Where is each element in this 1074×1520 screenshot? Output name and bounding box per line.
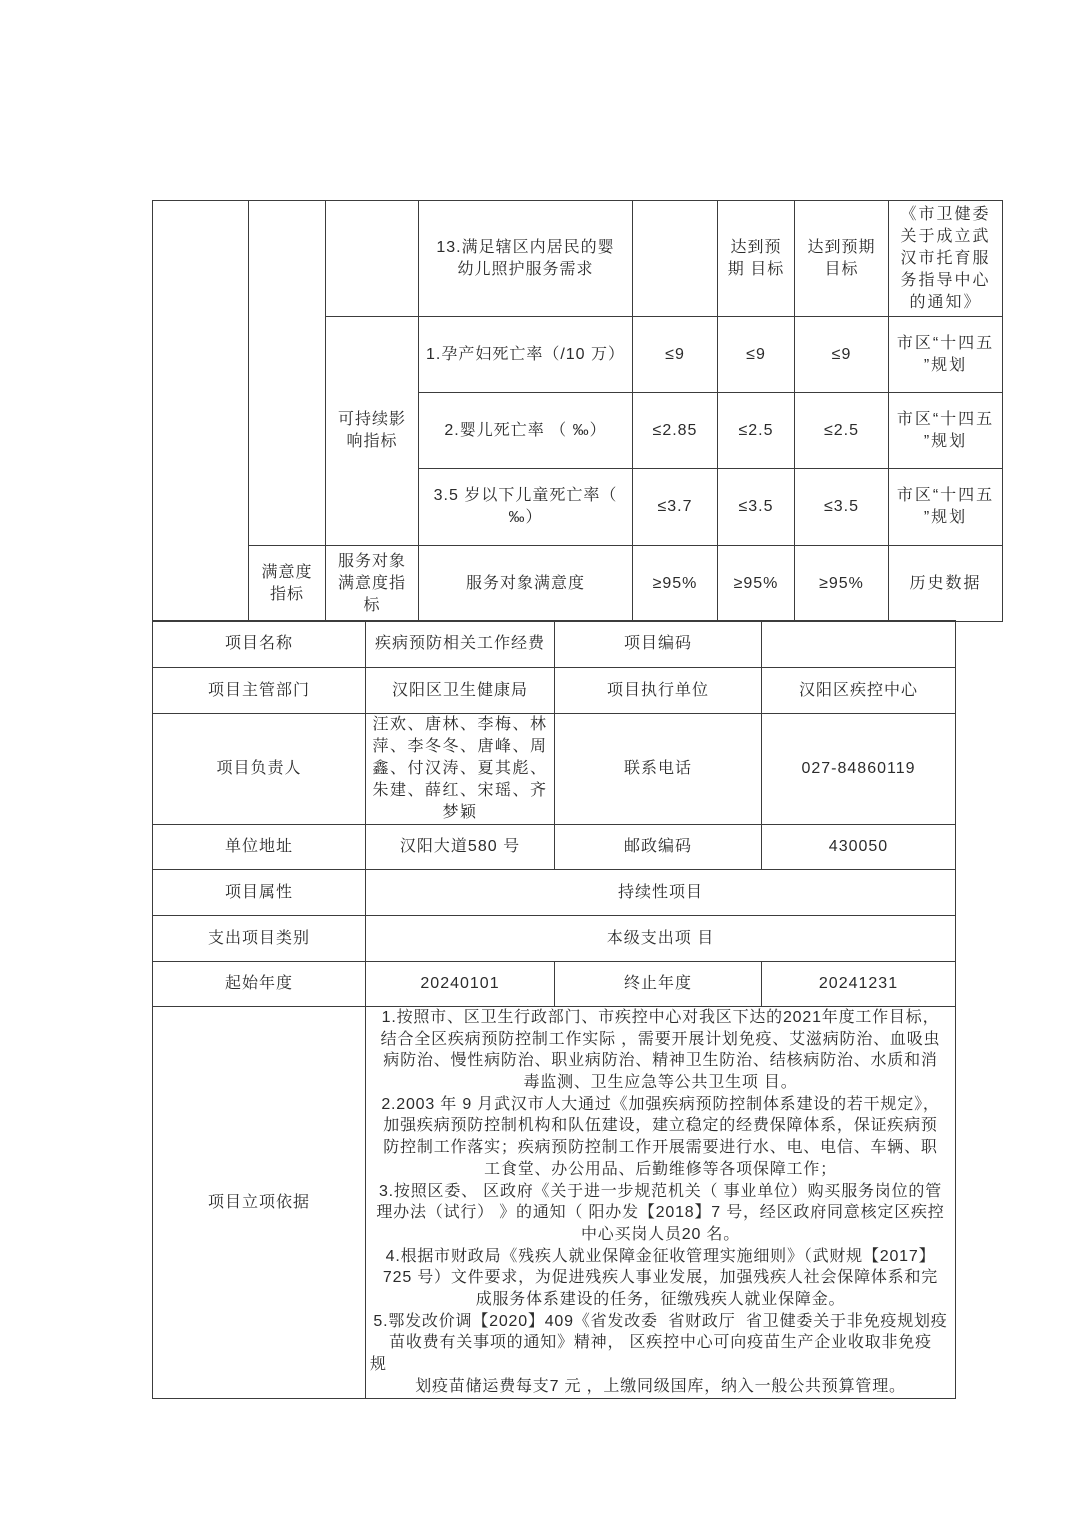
indicator-value-a: ≤2.85 [633,393,718,469]
table-row [153,962,956,1007]
indicator-name: 2.婴儿死亡率 （ ‰） [419,393,633,469]
start-year-value: 20240101 [366,962,555,1007]
level2-indicator-cell [249,201,326,546]
indicator-name: 服务对象满意度 [419,546,633,622]
table-row [153,916,956,962]
basis-line: 5.鄂发改价调【2020】409《省发改委 省财政厅 省卫健委关于非免疫规划疫 [373,1312,948,1330]
end-year-value: 20241231 [762,962,956,1007]
indicator-basis: 市区“十四五”规划 [889,469,1003,546]
project-code-label: 项目编码 [555,621,762,668]
performance-indicator-table [152,200,1003,622]
table-row [153,714,956,825]
basis-line: 2.2003 年 9 月武汉市人大通过《加强疾病预防控制体系建设的若干规定》， [381,1095,940,1113]
basis-line: 1.按照市、区卫生行政部门、市疾控中心对我区下达的2021年度工作目标， [381,1009,940,1026]
indicator-value-b: ≤2.5 [718,393,795,469]
indicator-value-c: 达到预期目标 [795,201,889,317]
indicator-value-c: ≤9 [795,317,889,393]
indicator-value-a: ≤9 [633,317,718,393]
executor-label: 项目执行单位 [555,668,762,714]
indicator-basis: 《市卫健委关于成立武汉市托育服务指导中心的通知》 [889,201,1003,317]
indicator-name: 1.孕产妇死亡率（/10 万） [419,317,633,393]
basis-line: 病防治、慢性病防治、职业病防治、精神卫生防治、结核病防治、水质和消 [383,1052,938,1070]
project-name-label: 项目名称 [153,621,366,668]
basis-line: 毒监测、卫生应急等公共卫生项 目。 [523,1074,798,1092]
table-row [153,621,956,668]
indicator-row [153,201,1003,317]
table-row [153,1007,956,1399]
project-code-value [762,621,956,668]
indicator-value-b: ≤9 [718,317,795,393]
indicator-basis: 市区“十四五”规划 [889,317,1003,393]
indicator-value-c: ≤3.5 [795,469,889,546]
category-label: 支出项目类别 [153,916,366,962]
postcode-value: 430050 [762,825,956,870]
indicator-value-b: ≤3.5 [718,469,795,546]
basis-line: 划疫苗储运费每支7 元 ，上缴同级国库，纳入一般公共预算管理。 [415,1377,906,1395]
basis-line: 结合全区疾病预防控制工作实际 ，需要开展计划免疫、艾滋病防治、血吸虫 [380,1030,941,1048]
level1-indicator-cell [153,201,249,622]
attribute-label: 项目属性 [153,870,366,916]
indicator-value-b: 达到预期 目标 [718,201,795,317]
basis-line: 成服务体系建设的任务，征缴残疾人就业保障金。 [475,1290,846,1308]
basis-line: 加强疾病预防控制机构和队伍建设，建立稳定的经费保障体系，保证疾病预 [383,1117,938,1135]
table-row [153,825,956,870]
indicator-basis: 市区“十四五”规划 [889,393,1003,469]
table-row [153,668,956,714]
indicator-name: 3.5 岁以下儿童死亡率（ ‰） [419,469,633,546]
department-value: 汉阳区卫生健康局 [366,668,555,714]
leader-label: 项目负责人 [153,714,366,825]
executor-value: 汉阳区疾控中心 [762,668,956,714]
sustainable-impact-label: 可持续影响指标 [326,317,419,546]
basis-line: 3.按照区委、 区政府《关于进一步规范机关（ 事业单位）购买服务岗位的管 [378,1182,943,1200]
indicator-value-a [633,201,718,317]
indicator-value-a: ≥95% [633,546,718,622]
department-label: 项目主管部门 [153,668,366,714]
basis-line: 725 号）文件要求，为促进残疾人事业发展，加强残疾人社会保障体系和完 [382,1269,939,1287]
address-value: 汉阳大道580 号 [366,825,555,870]
basis-line: 中心买岗人员20 名。 [580,1225,741,1243]
project-name-value: 疾病预防相关工作经费 [366,621,555,668]
indicator-value-b: ≥95% [718,546,795,622]
indicator-basis: 历史数据 [889,546,1003,622]
basis-line: 4.根据市财政局《残疾人就业保障金征收管理实施细则》（武财规【2017】 [385,1247,936,1265]
phone-label: 联系电话 [555,714,762,825]
basis-line: 防控制工作落实；疾病预防控制工作开展需要进行水、电、电信、车辆、职 [383,1139,938,1157]
attribute-value: 持续性项目 [366,870,956,916]
start-year-label: 起始年度 [153,962,366,1007]
project-info-table [152,620,956,1399]
leader-value: 汪欢、唐林、李梅、林萍、李冬冬、唐峰、周鑫、付汉涛、夏其彪、朱建、薛红、宋瑶、齐梦颖 [366,714,555,825]
category-value: 本级支出项 目 [366,916,956,962]
service-satisfaction-label: 服务对象满意度指标 [326,546,419,622]
end-year-label: 终止年度 [555,962,762,1007]
basis-line: 工食堂、办公用品、后勤维修等各项保障工作； [484,1160,837,1178]
basis-text [366,1007,956,1399]
indicator-value-c: ≥95% [795,546,889,622]
postcode-label: 邮政编码 [555,825,762,870]
basis-line: 规 [370,1356,387,1373]
satisfaction-label: 满意度指标 [249,546,326,622]
basis-line: 理办法（试行） 》的通知（ 阳办发【2018】7 号，经区政府同意核定区疾控 [376,1204,945,1222]
indicator-value-c: ≤2.5 [795,393,889,469]
basis-line: 苗收费有关事项的通知》精神， 区疾控中心可向疫苗生产企业收取非免疫 [389,1334,932,1352]
table-row [153,870,956,916]
basis-label: 项目立项依据 [153,1007,366,1399]
level3-indicator-cell [326,201,419,317]
phone-value: 027-84860119 [762,714,956,825]
address-label: 单位地址 [153,825,366,870]
indicator-value-a: ≤3.7 [633,469,718,546]
indicator-row [153,546,1003,622]
indicator-name: 13.满足辖区内居民的婴幼儿照护服务需求 [419,201,633,317]
